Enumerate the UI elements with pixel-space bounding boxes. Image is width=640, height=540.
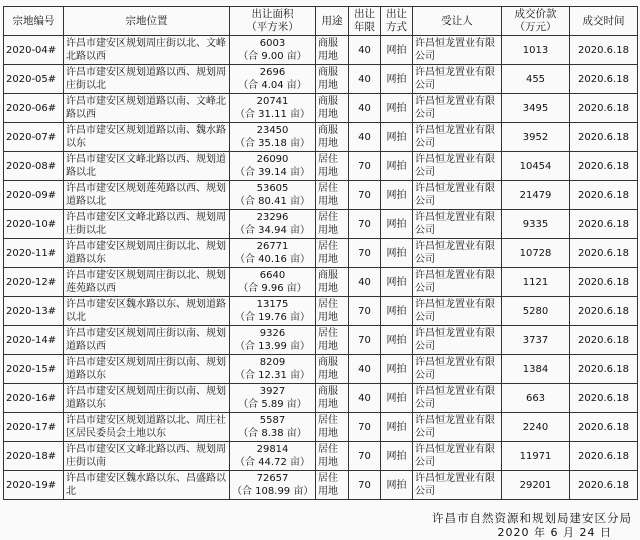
cell-price: 11971: [502, 442, 570, 471]
cell-years: 70: [349, 152, 381, 181]
area-square-meters: 20741: [256, 96, 289, 107]
cell-price: 3952: [502, 123, 570, 152]
cell-method: 网拍: [381, 268, 413, 297]
table-row: [4, 442, 638, 471]
cell-buyer: 许昌恒龙置业有限公司: [413, 442, 502, 471]
cell-use: 居住用地: [316, 239, 349, 268]
cell-years: 70: [349, 326, 381, 355]
cell-price: 1121: [502, 268, 570, 297]
cell-id: 2020-19#: [4, 471, 64, 500]
cell-buyer: 许昌恒龙置业有限公司: [413, 239, 502, 268]
area-square-meters: 6003: [259, 38, 286, 49]
cell-method: 网拍: [381, 123, 413, 152]
cell-area: [230, 239, 316, 268]
cell-method: 网拍: [381, 239, 413, 268]
area-square-meters: 8209: [259, 357, 286, 368]
header-method: 出让 方式: [381, 7, 413, 36]
cell-method: 网拍: [381, 152, 413, 181]
cell-buyer: 许昌恒龙置业有限公司: [413, 152, 502, 181]
cell-date: 2020.6.18: [570, 94, 638, 123]
cell-id: 2020-08#: [4, 152, 64, 181]
cell-id: 2020-06#: [4, 94, 64, 123]
cell-years: 70: [349, 471, 381, 500]
area-square-meters: 29814: [256, 444, 289, 455]
cell-years: 40: [349, 36, 381, 65]
area-square-meters: 23450: [256, 125, 289, 136]
table-row: [4, 94, 638, 123]
area-square-meters: 26771: [256, 241, 289, 252]
cell-id: 2020-14#: [4, 326, 64, 355]
cell-use: 商服用地: [316, 384, 349, 413]
area-mu: （合 108.99 亩）: [232, 486, 314, 497]
cell-years: 70: [349, 210, 381, 239]
cell-use: 居住用地: [316, 326, 349, 355]
table-row: [4, 297, 638, 326]
cell-use: 商服用地: [316, 65, 349, 94]
area-square-meters: 3927: [259, 386, 286, 397]
cell-date: 2020.6.18: [570, 413, 638, 442]
cell-buyer: 许昌恒龙置业有限公司: [413, 326, 502, 355]
cell-price: 2240: [502, 413, 570, 442]
cell-area: [230, 36, 316, 65]
cell-price: 1013: [502, 36, 570, 65]
cell-price: 3495: [502, 94, 570, 123]
cell-location: 许昌市建安区魏水路以东、昌盛路以北: [64, 471, 230, 500]
cell-buyer: 许昌恒龙置业有限公司: [413, 355, 502, 384]
cell-use: 居住用地: [316, 210, 349, 239]
cell-id: 2020-10#: [4, 210, 64, 239]
header-date: 成交时间: [570, 7, 638, 36]
cell-use: 商服用地: [316, 94, 349, 123]
cell-location: 许昌市建安区规划道路以西、规划周庄街以北: [64, 65, 230, 94]
cell-area: [230, 94, 316, 123]
area-mu: （合 9.00 亩）: [238, 51, 307, 62]
cell-date: 2020.6.18: [570, 123, 638, 152]
cell-id: 2020-16#: [4, 384, 64, 413]
area-mu: （合 35.18 亩）: [235, 138, 310, 149]
area-square-meters: 13175: [256, 299, 289, 310]
cell-area: [230, 355, 316, 384]
cell-use: 居住用地: [316, 297, 349, 326]
cell-method: 网拍: [381, 471, 413, 500]
area-mu: （合 34.94 亩）: [235, 225, 310, 236]
table-row: [4, 152, 638, 181]
table-row: [4, 471, 638, 500]
area-square-meters: 2696: [259, 67, 286, 78]
land-transfer-table: [3, 6, 638, 500]
cell-date: 2020.6.18: [570, 471, 638, 500]
area-square-meters: 6640: [259, 270, 286, 281]
cell-date: 2020.6.18: [570, 297, 638, 326]
cell-area: [230, 268, 316, 297]
header-area: 出让面积 （平方米）: [230, 7, 316, 36]
cell-area: [230, 152, 316, 181]
header-buyer: 受让人: [413, 7, 502, 36]
cell-use: 居住用地: [316, 442, 349, 471]
cell-method: 网拍: [381, 355, 413, 384]
cell-use: 商服用地: [316, 268, 349, 297]
cell-price: 1384: [502, 355, 570, 384]
cell-buyer: 许昌恒龙置业有限公司: [413, 123, 502, 152]
cell-date: 2020.6.18: [570, 152, 638, 181]
cell-date: 2020.6.18: [570, 181, 638, 210]
cell-date: 2020.6.18: [570, 442, 638, 471]
area-square-meters: 26090: [256, 154, 289, 165]
cell-area: [230, 384, 316, 413]
area-mu: （合 4.04 亩）: [238, 80, 307, 91]
cell-years: 40: [349, 65, 381, 94]
cell-years: 40: [349, 123, 381, 152]
area-mu: （合 9.96 亩）: [238, 283, 307, 294]
cell-years: 40: [349, 355, 381, 384]
cell-id: 2020-15#: [4, 355, 64, 384]
header-price: 成交价款 （万元）: [502, 7, 570, 36]
table-row: [4, 239, 638, 268]
cell-id: 2020-11#: [4, 239, 64, 268]
cell-location: 许昌市建安区规划道路以北、周庄社区居民委员会土地以东: [64, 413, 230, 442]
issue-date: 2020 年 6 月 24 日: [497, 526, 612, 539]
table-row: [4, 123, 638, 152]
cell-location: 许昌市建安区规划周庄街以北、文峰北路以西: [64, 36, 230, 65]
cell-years: 70: [349, 297, 381, 326]
table-row: [4, 355, 638, 384]
area-mu: （合 80.41 亩）: [235, 196, 310, 207]
area-mu: （合 44.72 亩）: [235, 457, 310, 468]
cell-price: 3737: [502, 326, 570, 355]
cell-location: 许昌市建安区魏水路以东、规划道路以北: [64, 297, 230, 326]
cell-years: 70: [349, 239, 381, 268]
cell-date: 2020.6.18: [570, 268, 638, 297]
header-location: 宗地位置: [64, 7, 230, 36]
table-row: [4, 268, 638, 297]
cell-area: [230, 326, 316, 355]
cell-buyer: 许昌恒龙置业有限公司: [413, 297, 502, 326]
cell-id: 2020-17#: [4, 413, 64, 442]
cell-location: 许昌市建安区规划周庄街以北、规划道路以东: [64, 239, 230, 268]
cell-use: 居住用地: [316, 413, 349, 442]
cell-method: 网拍: [381, 36, 413, 65]
cell-id: 2020-05#: [4, 65, 64, 94]
cell-method: 网拍: [381, 181, 413, 210]
cell-years: 70: [349, 181, 381, 210]
cell-id: 2020-12#: [4, 268, 64, 297]
table-row: [4, 210, 638, 239]
cell-area: [230, 413, 316, 442]
area-mu: （合 40.16 亩）: [235, 254, 310, 265]
cell-location: 许昌市建安区规划周庄街以南、规划道路以东: [64, 355, 230, 384]
table-row: [4, 181, 638, 210]
cell-use: 居住用地: [316, 152, 349, 181]
cell-method: 网拍: [381, 326, 413, 355]
cell-price: 663: [502, 384, 570, 413]
cell-date: 2020.6.18: [570, 355, 638, 384]
cell-price: 10728: [502, 239, 570, 268]
cell-location: 许昌市建安区文峰北路以西、规划周庄街以北: [64, 210, 230, 239]
cell-use: 商服用地: [316, 355, 349, 384]
cell-id: 2020-13#: [4, 297, 64, 326]
area-mu: （合 12.31 亩）: [235, 370, 310, 381]
cell-location: 许昌市建安区规划莲苑路以西、规划道路以北: [64, 181, 230, 210]
area-mu: （合 8.38 亩）: [238, 428, 307, 439]
header-use: 用途: [316, 7, 349, 36]
cell-years: 70: [349, 413, 381, 442]
area-mu: （合 39.14 亩）: [235, 167, 310, 178]
cell-method: 网拍: [381, 297, 413, 326]
area-mu: （合 5.89 亩）: [238, 399, 307, 410]
cell-location: 许昌市建安区文峰北路以西、规划道路以北: [64, 152, 230, 181]
area-square-meters: 72657: [256, 473, 289, 484]
cell-method: 网拍: [381, 442, 413, 471]
cell-area: [230, 297, 316, 326]
cell-method: 网拍: [381, 210, 413, 239]
cell-buyer: 许昌恒龙置业有限公司: [413, 94, 502, 123]
cell-method: 网拍: [381, 413, 413, 442]
cell-buyer: 许昌恒龙置业有限公司: [413, 181, 502, 210]
cell-location: 许昌市建安区规划道路以南、魏水路以东: [64, 123, 230, 152]
cell-area: [230, 471, 316, 500]
cell-price: 5280: [502, 297, 570, 326]
cell-buyer: 许昌恒龙置业有限公司: [413, 268, 502, 297]
cell-price: 21479: [502, 181, 570, 210]
table-row: [4, 65, 638, 94]
cell-price: 29201: [502, 471, 570, 500]
cell-years: 40: [349, 268, 381, 297]
cell-years: 70: [349, 442, 381, 471]
cell-years: 40: [349, 94, 381, 123]
area-square-meters: 23296: [256, 212, 289, 223]
cell-id: 2020-04#: [4, 36, 64, 65]
cell-price: 9335: [502, 210, 570, 239]
cell-years: 40: [349, 384, 381, 413]
cell-location: 许昌市建安区规划周庄街以北、规划莲苑路以西: [64, 268, 230, 297]
cell-buyer: 许昌恒龙置业有限公司: [413, 36, 502, 65]
cell-location: 许昌市建安区规划周庄街以南、规划道路以东: [64, 384, 230, 413]
cell-buyer: 许昌恒龙置业有限公司: [413, 471, 502, 500]
cell-area: [230, 181, 316, 210]
header-id: 宗地编号: [4, 7, 64, 36]
table-header-row: [4, 7, 638, 36]
cell-method: 网拍: [381, 384, 413, 413]
cell-date: 2020.6.18: [570, 210, 638, 239]
cell-price: 10454: [502, 152, 570, 181]
cell-use: 居住用地: [316, 181, 349, 210]
issuing-organization: 许昌市自然资源和规划局建安区分局: [432, 511, 632, 525]
area-square-meters: 53605: [256, 183, 289, 194]
cell-method: 网拍: [381, 65, 413, 94]
cell-id: 2020-07#: [4, 123, 64, 152]
cell-area: [230, 442, 316, 471]
table-row: [4, 36, 638, 65]
table-row: [4, 326, 638, 355]
cell-location: 许昌市建安区规划道路以南、文峰北路以西: [64, 94, 230, 123]
cell-id: 2020-18#: [4, 442, 64, 471]
cell-date: 2020.6.18: [570, 384, 638, 413]
cell-date: 2020.6.18: [570, 326, 638, 355]
area-mu: （合 19.76 亩）: [235, 312, 310, 323]
cell-method: 网拍: [381, 94, 413, 123]
cell-buyer: 许昌恒龙置业有限公司: [413, 210, 502, 239]
cell-area: [230, 210, 316, 239]
cell-buyer: 许昌恒龙置业有限公司: [413, 384, 502, 413]
area-square-meters: 5587: [259, 415, 286, 426]
cell-use: 商服用地: [316, 123, 349, 152]
area-mu: （合 31.11 亩）: [235, 109, 310, 120]
table-row: [4, 384, 638, 413]
cell-use: 商服用地: [316, 36, 349, 65]
cell-location: 许昌市建安区规划周庄街以南、规划道路以西: [64, 326, 230, 355]
table-row: [4, 413, 638, 442]
cell-area: [230, 65, 316, 94]
cell-use: 居住用地: [316, 471, 349, 500]
cell-buyer: 许昌恒龙置业有限公司: [413, 65, 502, 94]
area-mu: （合 13.99 亩）: [235, 341, 310, 352]
area-square-meters: 9326: [259, 328, 286, 339]
cell-area: [230, 123, 316, 152]
cell-id: 2020-09#: [4, 181, 64, 210]
cell-buyer: 许昌恒龙置业有限公司: [413, 413, 502, 442]
cell-date: 2020.6.18: [570, 36, 638, 65]
cell-price: 455: [502, 65, 570, 94]
cell-date: 2020.6.18: [570, 239, 638, 268]
cell-date: 2020.6.18: [570, 65, 638, 94]
cell-location: 许昌市建安区文峰北路以西、规划周庄街以南: [64, 442, 230, 471]
header-years: 出让 年限: [349, 7, 381, 36]
